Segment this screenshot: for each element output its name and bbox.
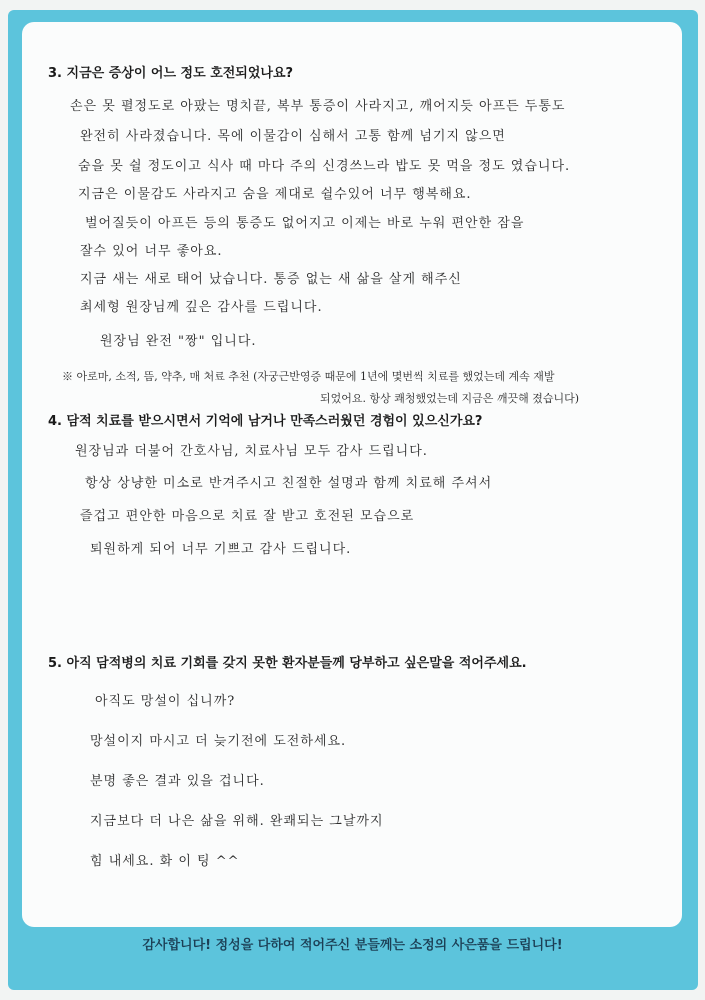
q3-note-line: 되었어요. 항상 쾌청했었는데 지금은 깨끗해 졌습니다)	[320, 392, 580, 405]
q3-answer-line: 숨을 못 쉴 정도이고 식사 때 마다 주의 신경쓰느라 밥도 못 먹을 정도 였습니다.	[78, 159, 571, 174]
q5-answer-line: 분명 좋은 결과 있을 겁니다.	[90, 774, 265, 789]
question-5-title: 5. 아직 담적병의 치료 기회를 갖지 못한 환자분들께 당부하고 싶은말을 적어주세요.	[48, 656, 527, 671]
q3-answer-line: 최세형 원장님께 깊은 감사를 드립니다.	[80, 300, 323, 315]
q3-answer-line: 잘수 있어 너무 좋아요.	[80, 244, 223, 259]
q3-answer-line: 지금 새는 새로 태어 났습니다. 통증 없는 새 삶을 살게 해주신	[80, 272, 462, 287]
question-3-title: 3. 지금은 증상이 어느 정도 호전되었나요?	[48, 66, 294, 81]
footer-thanks: 감사합니다! 정성을 다하여 적어주신 분들께는 소정의 사은품을 드립니다!	[142, 938, 563, 953]
q5-answer-line: 망설이지 마시고 더 늦기전에 도전하세요.	[90, 734, 347, 749]
q4-answer-line: 항상 상냥한 미소로 반겨주시고 친절한 설명과 함께 치료해 주셔서	[85, 476, 493, 491]
q4-answer-line: 원장님과 더불어 간호사님, 치료사님 모두 감사 드립니다.	[75, 444, 428, 459]
question-4-title: 4. 담적 치료를 받으시면서 기억에 남거나 만족스러웠던 경험이 있으신가요?	[48, 414, 483, 429]
q3-note-line: ※ 아로마, 소적, 뜸, 약추, 매 처료 추천 (자궁근반영증 때문에 1년에 몇번씩 치료를 했었는데 계속 재발	[62, 370, 555, 383]
q3-answer-line: 원장님 완전 "짱" 입니다.	[100, 334, 257, 349]
q5-answer-line: 힘 내세요. 화 이 팅 ^^	[90, 854, 240, 869]
q4-answer-line: 퇴원하게 되어 너무 기쁘고 감사 드립니다.	[90, 542, 352, 557]
q5-answer-line: 아직도 망설이 십니까?	[95, 694, 236, 709]
q4-answer-line: 즐겁고 편안한 마음으로 치료 잘 받고 호전된 모습으로	[80, 509, 415, 524]
q3-answer-line: 완전히 사라졌습니다. 목에 이물감이 심해서 고통 함께 넘기지 않으면	[80, 129, 506, 144]
q5-answer-line: 지금보다 더 나은 삶을 위해. 완쾌되는 그날까지	[90, 814, 384, 829]
q3-answer-line: 벌어질듯이 아프든 등의 통증도 없어지고 이제는 바로 누워 편안한 잠을	[85, 216, 525, 231]
q3-answer-line: 손은 못 펼정도로 아팠는 명치끝, 복부 통증이 사라지고, 깨어지듯 아프든 두통도	[70, 99, 566, 114]
q3-answer-line: 지금은 이물감도 사라지고 숨을 제대로 쉴수있어 너무 행복해요.	[78, 187, 472, 202]
